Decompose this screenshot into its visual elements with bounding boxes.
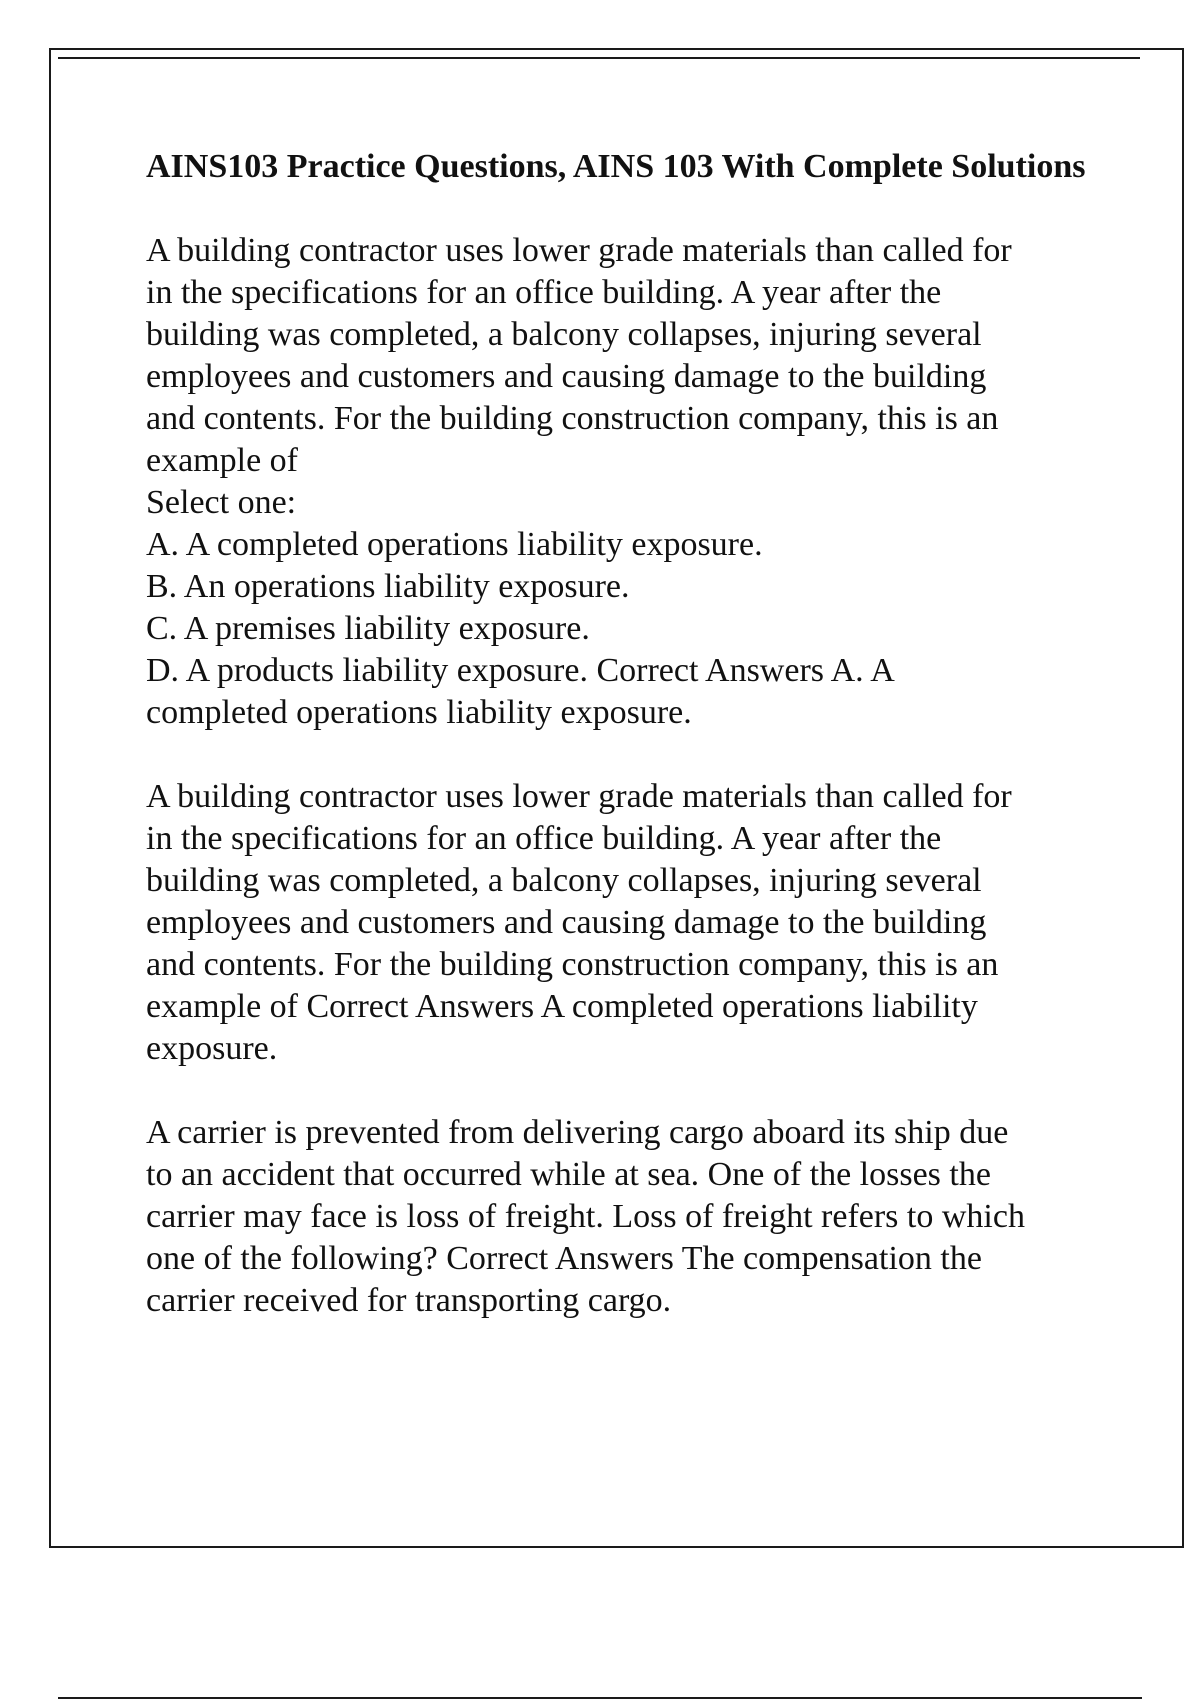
question-line: employees and customers and causing damage to the building xyxy=(146,904,987,941)
page-frame xyxy=(49,48,1184,1548)
question-line: in the specifications for an office building. A year after the xyxy=(146,820,942,857)
question-line: A building contractor uses lower grade materials than called for xyxy=(146,232,1012,269)
correct-answer-line: exposure. xyxy=(146,1030,278,1067)
correct-answer-line: carrier received for transporting cargo. xyxy=(146,1282,672,1319)
question-line: one of the following? Correct Answers The compensation the xyxy=(146,1240,982,1277)
select-prompt: Select one: xyxy=(146,484,297,521)
question-block-2 xyxy=(146,776,1146,1070)
question-line: building was completed, a balcony collapses, injuring several xyxy=(146,862,982,899)
question-line: A carrier is prevented from delivering cargo aboard its ship due xyxy=(146,1114,1009,1151)
top-rule xyxy=(58,57,1140,59)
question-line: A building contractor uses lower grade materials than called for xyxy=(146,778,1012,815)
question-line: and contents. For the building construction company, this is an xyxy=(146,946,999,983)
question-line: example of Correct Answers A completed operations liability xyxy=(146,988,978,1025)
footer-rule xyxy=(58,1697,1142,1699)
correct-answer-line: completed operations liability exposure. xyxy=(146,694,692,731)
document-title: AINS103 Practice Questions, AINS 103 With Complete Solutions xyxy=(146,148,1086,185)
question-line: to an accident that occurred while at sea. One of the losses the xyxy=(146,1156,991,1193)
question-line: in the specifications for an office building. A year after the xyxy=(146,274,942,311)
question-line: employees and customers and causing damage to the building xyxy=(146,358,987,395)
document-content xyxy=(146,146,1146,1364)
answer-option-d: D. A products liability exposure. Correct Answers A. A xyxy=(146,652,895,689)
question-block-1 xyxy=(146,230,1146,734)
answer-option-c: C. A premises liability exposure. xyxy=(146,610,590,647)
answer-option-b: B. An operations liability exposure. xyxy=(146,568,630,605)
answer-option-a: A. A completed operations liability exposure. xyxy=(146,526,763,563)
question-line: carrier may face is loss of freight. Loss of freight refers to which xyxy=(146,1198,1025,1235)
question-line: example of xyxy=(146,442,298,479)
question-block-3 xyxy=(146,1112,1146,1322)
question-line: and contents. For the building construction company, this is an xyxy=(146,400,999,437)
question-line: building was completed, a balcony collapses, injuring several xyxy=(146,316,982,353)
